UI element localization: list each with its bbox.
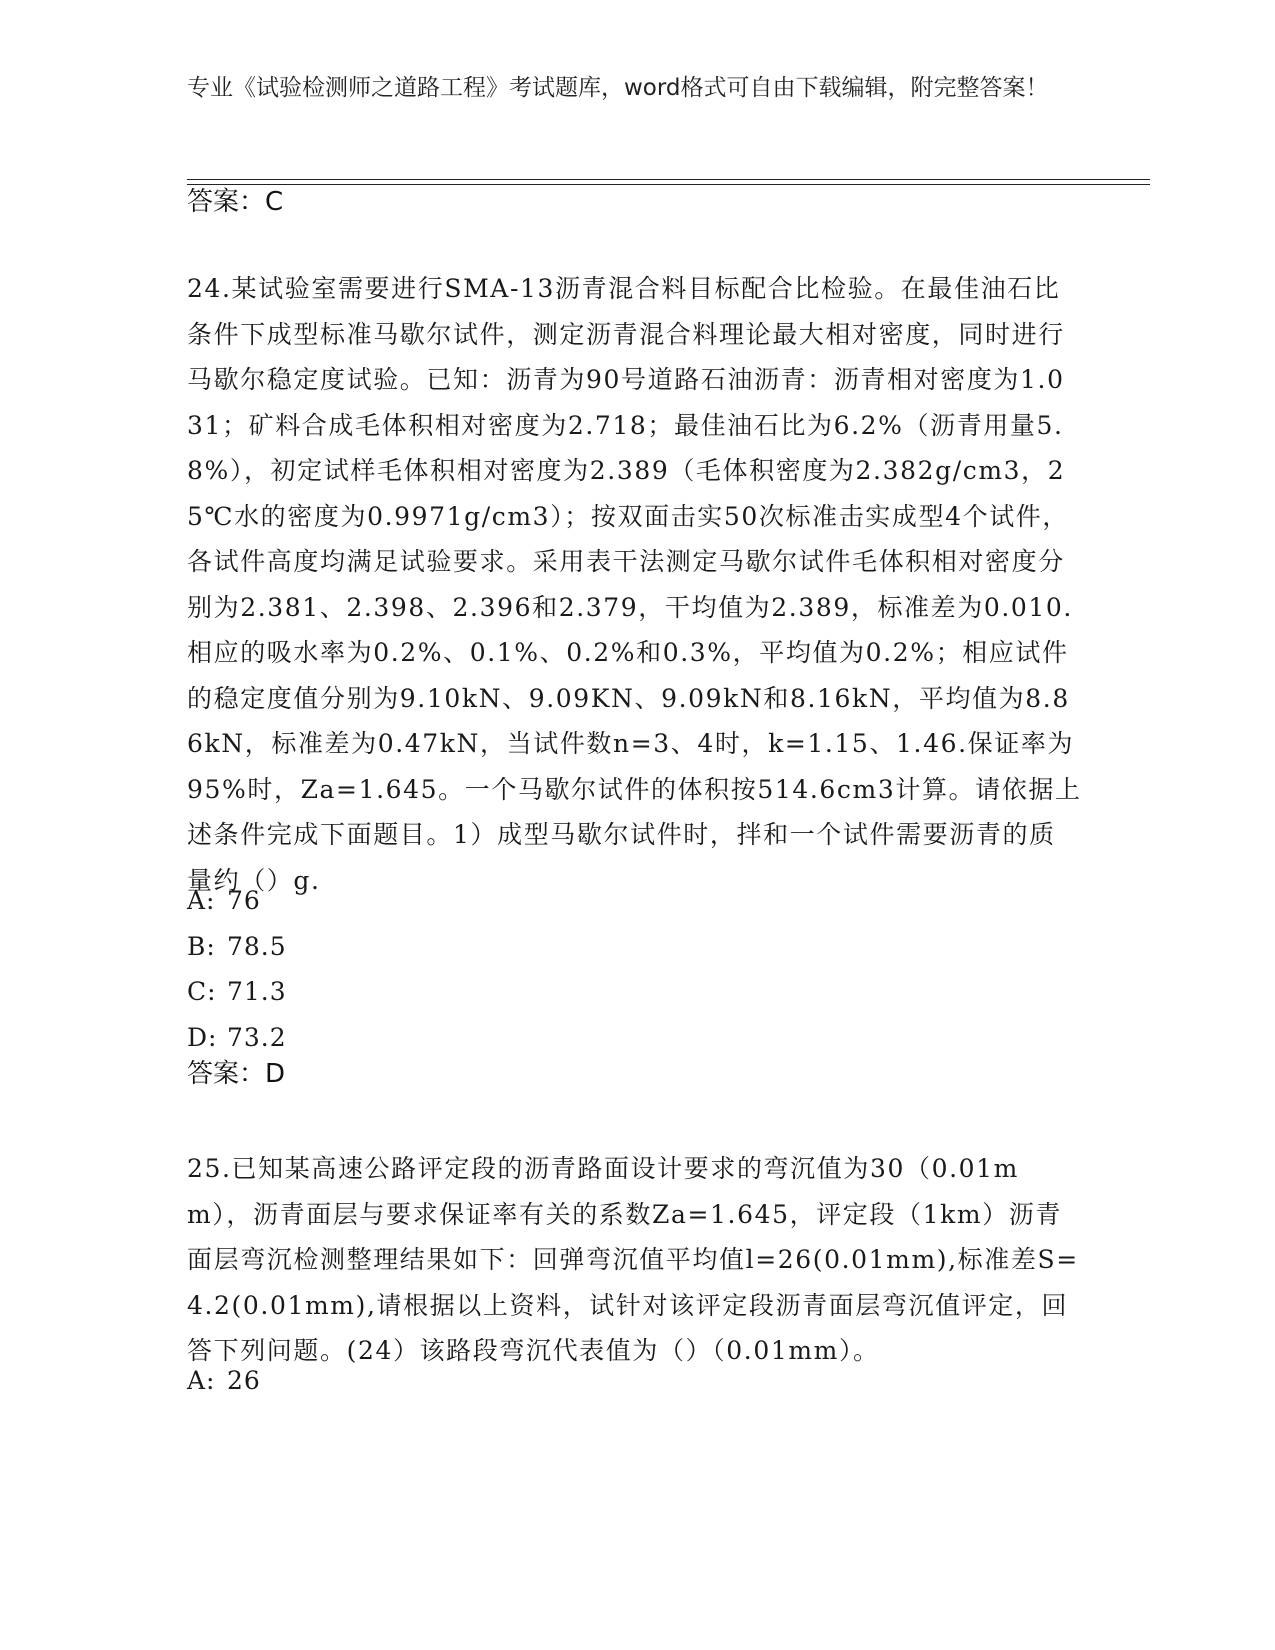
option-label: B: [187,931,216,961]
option-text: 26 [227,1366,261,1395]
option-label: D: [187,1022,218,1052]
header-divider-top [187,179,1150,180]
option-a [187,1358,261,1404]
question-24-text: 24.某试验室需要进行SMA-13沥青混合料目标配合比检验。在最佳油石比条件下成型标准马歇尔试件，测定沥青混合料理论最大相对密度，同时进行马歇尔稳定度试验。已知：沥青为90号道路石油沥青：沥青相对密度为1.031；矿料合成毛体积相对密度为2.718；最佳油石比为6.2%（沥青用量5.8%），初定试样毛体积相对密度为2.389（毛体积密度为2.382g/cm3，25℃水的密度为0.9971g/cm3）；按双面击实50次标准击实成型4个试件，各试件高度均满足试验要求。采用表干法测定马歇尔试件毛体积相对密度分别为2.381、2.398、2.396和2.379，干均值为2.389，标准差为0.010.相应的吸水率为0.2%、0.1%、0.2%和0.3%，平均值为0.2%；相应试件的稳定度值分别为9.10kN、9.09KN、9.09kN和8.16kN，平均值为8.86kN，标准差为0.47kN，当试件数n=3、4时，k=1.15、1.46.保证率为95%时，Za=1.645。一个马歇尔试件的体积按514.6cm3计算。请依据上述条件完成下面题目。1）成型马歇尔试件时，拌和一个试件需要沥青的质量约（）g. [187,274,1082,895]
question-24-options [187,878,287,1060]
option-b [187,924,287,970]
option-text: 73.2 [227,1022,287,1052]
option-c [187,969,287,1015]
question-25-text: 25.已知某高速公路评定段的沥青路面设计要求的弯沉值为30（0.01mm），沥青面层与要求保证率有关的系数Za=1.645，评定段（1km）沥青面层弯沉检测整理结果如下：回弹弯沉值平均值l=26(0.01mm),标准差S=4.2(0.01mm),请根据以上资料，试针对该评定段沥青面层弯沉值评定，回答下列问题。(24）该路段弯沉代表值为（）（0.01mm）。 [187,1154,1079,1365]
option-label: A: [187,886,216,915]
option-label: A: [187,1366,216,1395]
option-a [187,878,287,924]
page-header: 专业《试验检测师之道路工程》考试题库，word格式可自由下载编辑，附完整答案！ [187,75,1049,101]
header-divider-bottom [187,184,1150,185]
option-text: 76 [227,886,261,915]
question-25-options [187,1358,261,1404]
answer-23: 答案：C [187,187,284,217]
option-text: 78.5 [227,931,287,961]
option-text: 71.3 [227,977,287,1006]
option-label: C: [187,977,217,1006]
answer-24: 答案：D [187,1059,286,1089]
option-d [187,1015,287,1061]
